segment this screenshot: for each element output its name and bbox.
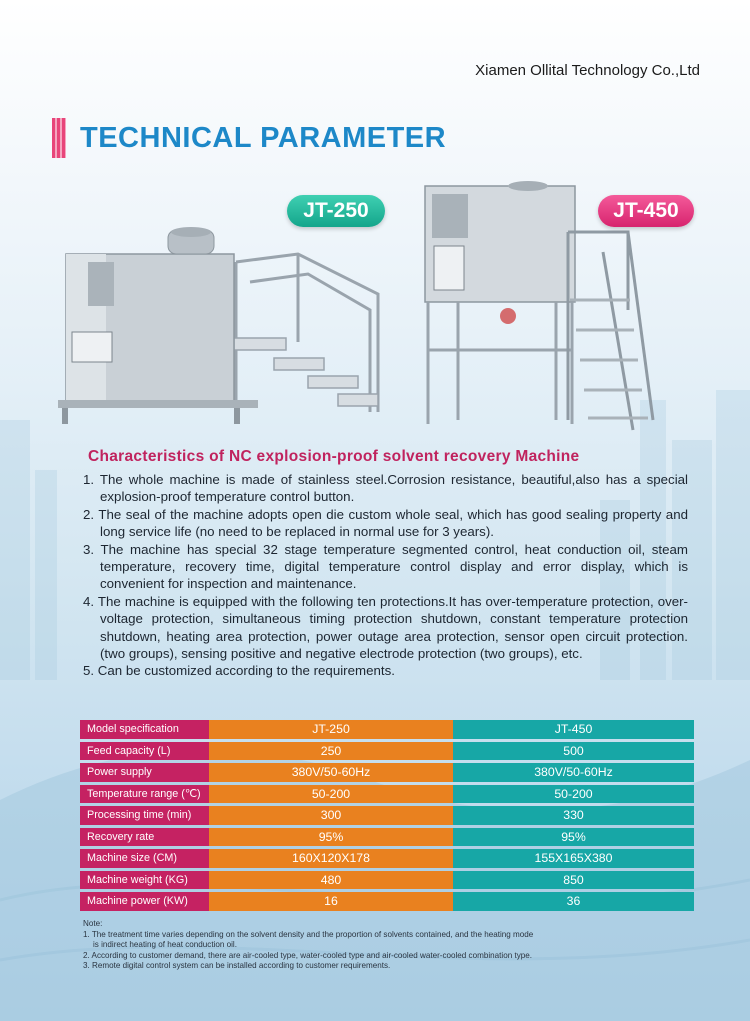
row-label: Temperature range (℃) (80, 785, 209, 804)
jt450-cell: 155X165X380 (453, 849, 694, 868)
notes-block (83, 919, 683, 972)
jt450-model-badge: JT-450 (598, 195, 694, 227)
jt450-cell: 50-200 (453, 785, 694, 804)
jt250-cell: 380V/50-60Hz (209, 763, 453, 782)
list-item: 5. Can be customized according to the requirements. (83, 663, 395, 679)
jt450-cell: 36 (453, 892, 694, 911)
characteristics-heading: Characteristics of NC explosion-proof solvent recovery Machine (88, 448, 580, 465)
note-item-continued: is indirect heating of heat conduction oil. (93, 940, 237, 949)
list-item: 1. The whole machine is made of stainless steel.Corrosion resistance, beautiful,also has a special explosion-proof temperature control button. (83, 472, 688, 505)
list-item: 4. The machine is equipped with the following ten protections.It has over-temperature protection, over-voltage protection, simultaneous timing protection shutdown, constant temperature protection shutdown, heating area protection, power outage area protection, sensor open circuit protection.(two groups), sensing positive and negative electrode protection (two groups), etc. (83, 593, 688, 662)
jt250-cell: 160X120X178 (209, 849, 453, 868)
list-item: 2. The seal of the machine adopts open die custom whole seal, which has good sealing property and long service life (no need to be replaced in normal use for 3 years). (83, 506, 688, 540)
table-row (80, 742, 694, 761)
row-label: Machine power (KW) (80, 892, 209, 911)
table-row (80, 892, 694, 911)
note-item: 1. The treatment time varies depending on the solvent density and the proportion of solvents contained, and the heating mode (83, 929, 534, 939)
jt250-model-badge: JT-250 (287, 195, 385, 227)
title-accent-bar (52, 118, 66, 158)
company-name: Xiamen Ollital Technology Co.,Ltd (475, 62, 700, 79)
row-label: Machine size (CM) (80, 849, 209, 868)
table-row (80, 828, 694, 847)
jt250-cell: 250 (209, 742, 453, 761)
jt450-cell: 850 (453, 871, 694, 890)
jt450-cell: 330 (453, 806, 694, 825)
table-row (80, 849, 694, 868)
row-label: Processing time (min) (80, 806, 209, 825)
table-row (80, 785, 694, 804)
list-item: 3. The machine has special 32 stage temperature segmented control, heat conduction oil, steam temperature, recovery time, digital temperature control display and error display, which is convenient for inspection and maintenance. (83, 541, 688, 592)
jt250-cell: 480 (209, 871, 453, 890)
notes-heading: Note: (83, 919, 103, 928)
jt450-cell: 380V/50-60Hz (453, 763, 694, 782)
jt450-cell: 95% (453, 828, 694, 847)
row-label: Machine weight (KG) (80, 871, 209, 890)
row-label: Feed capacity (L) (80, 742, 209, 761)
row-label: Recovery rate (80, 828, 209, 847)
table-row (80, 806, 694, 825)
row-label: Power supply (80, 763, 209, 782)
jt250-cell: JT-250 (209, 720, 453, 739)
page-title: TECHNICAL PARAMETER (80, 122, 447, 154)
jt250-cell: 95% (209, 828, 453, 847)
table-row (80, 763, 694, 782)
jt450-cell: 500 (453, 742, 694, 761)
note-item: 2. According to customer demand, there are air-cooled type, water-cooled type and air-cooled water-cooled combination type. (83, 950, 532, 960)
jt450-cell: JT-450 (453, 720, 694, 739)
jt250-cell: 300 (209, 806, 453, 825)
jt250-machine-image (58, 222, 388, 432)
table-row (80, 871, 694, 890)
table-row (80, 720, 694, 739)
jt250-cell: 50-200 (209, 785, 453, 804)
characteristics-list (83, 471, 688, 680)
jt250-cell: 16 (209, 892, 453, 911)
row-label: Model specification (80, 720, 209, 739)
parameter-table (80, 717, 694, 914)
note-item: 3. Remote digital control system can be installed according to customer requirements. (83, 961, 391, 970)
